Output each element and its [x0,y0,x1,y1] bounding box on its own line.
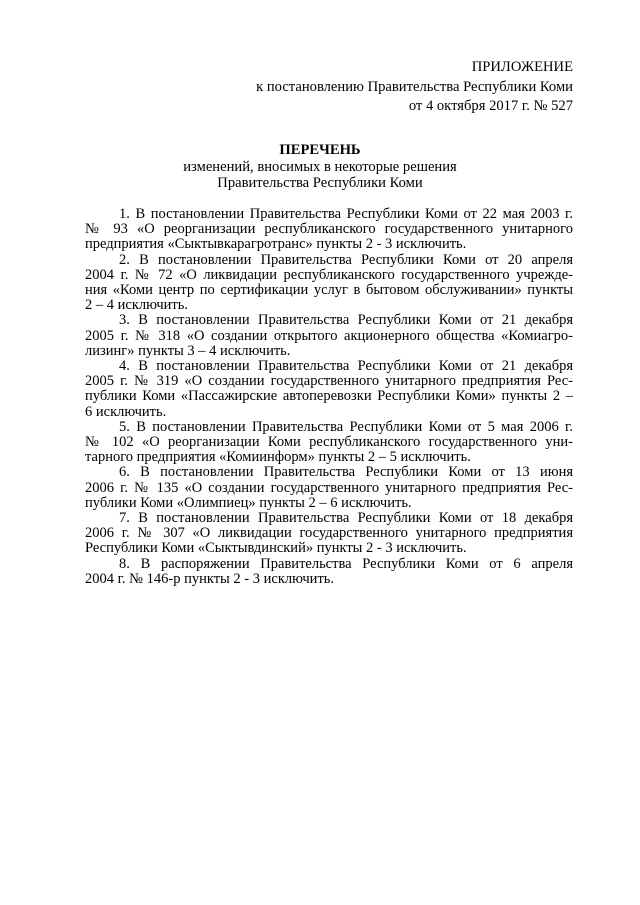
amendment-item [85,253,573,314]
amendment-text-line: 5. В постановлении Правительства Республики Коми от 5 мая 2006 г. [119,418,573,435]
amendment-text-line: 2006 г. № 307 «О ликвидации государственного унитарного предприятия [85,525,573,542]
appendix-label: ПРИЛОЖЕНИЕ [471,59,573,75]
amendment-item [85,557,573,587]
amendment-text-line: тарного предприятия «Комиинформ» пункты 2 – 5 исключить. [85,449,471,466]
amendment-text-line: публики Коми «Олимпиец» пункты 2 – 6 исключить. [85,494,412,511]
amendment-text-line: 4. В постановлении Правительства Республики Коми от 21 декабря [119,358,573,375]
amendment-text-line: 2006 г. № 135 «О создании государственного унитарного предприятия Рес- [85,479,573,496]
document-subtitle-line-2: Правительства Республики Коми [217,175,423,192]
amendment-text-line: 2005 г. № 319 «О создании государственного унитарного предприятия Рес- [85,373,573,390]
amendment-text-line: 7. В постановлении Правительства Республики Коми от 18 декабря [119,510,573,527]
amendment-text-line: лизинг» пункты 3 – 4 исключить. [85,342,291,359]
document-heading [0,142,640,192]
amendment-item [85,359,573,420]
amendment-text-line: 6. В постановлении Правительства Республики Коми от 13 июня [119,464,573,481]
appendix-resolution-reference: к постановлению Правительства Республики Коми [256,78,573,95]
amendment-text-line: 6 исключить. [85,403,167,420]
amendment-text-line: 2005 г. № 318 «О создании открытого акционерного общества «Комиагро- [85,327,573,344]
appendix-resolution-date: от 4 октября 2017 г. № 527 [408,98,573,114]
amendment-text-line: 2. В постановлении Правительства Республики Коми от 20 апреля [119,251,573,268]
amendment-text-line: № 102 «О реорганизации Коми республиканского государственного уни- [85,434,573,451]
document-title: ПЕРЕЧЕНЬ [279,142,361,158]
amendment-text-line: ния «Коми центр по сертификации услуг в бытовом обслуживании» пункты [85,282,573,299]
amendment-text-line: 8. В распоряжении Правительства Республики Коми от 6 апреля [119,555,573,572]
amendment-item [85,465,573,511]
amendment-item [85,207,573,253]
amendment-text-line: 3. В постановлении Правительства Республики Коми от 21 декабря [119,312,573,329]
amendments-list [85,207,573,587]
amendment-text-line: № 93 «О реорганизации республиканского государственного унитарного [85,221,573,238]
amendment-text-line: 1. В постановлении Правительства Республики Коми от 22 мая 2003 г. [119,206,573,222]
amendment-text-line: публики Коми «Пассажирские автоперевозки Республики Коми» пункты 2 – [85,388,573,405]
amendment-text-line: Республики Коми «Сыктывдинский» пункты 2 - 3 исключить. [85,540,467,557]
amendment-text-line: 2004 г. № 146-р пункты 2 - 3 исключить. [85,570,335,587]
appendix-block [256,58,573,117]
document-subtitle-line-1: изменений, вносимых в некоторые решения [183,158,457,175]
amendment-item [85,511,573,557]
amendment-text-line: 2 – 4 исключить. [85,297,189,314]
amendment-item [85,420,573,466]
amendment-item [85,313,573,359]
amendment-text-line: предприятия «Сыктывкарагротранс» пункты 2 - 3 исключить. [85,236,467,253]
amendment-text-line: 2004 г. № 72 «О ликвидации республиканского государственного учрежде- [85,266,573,283]
